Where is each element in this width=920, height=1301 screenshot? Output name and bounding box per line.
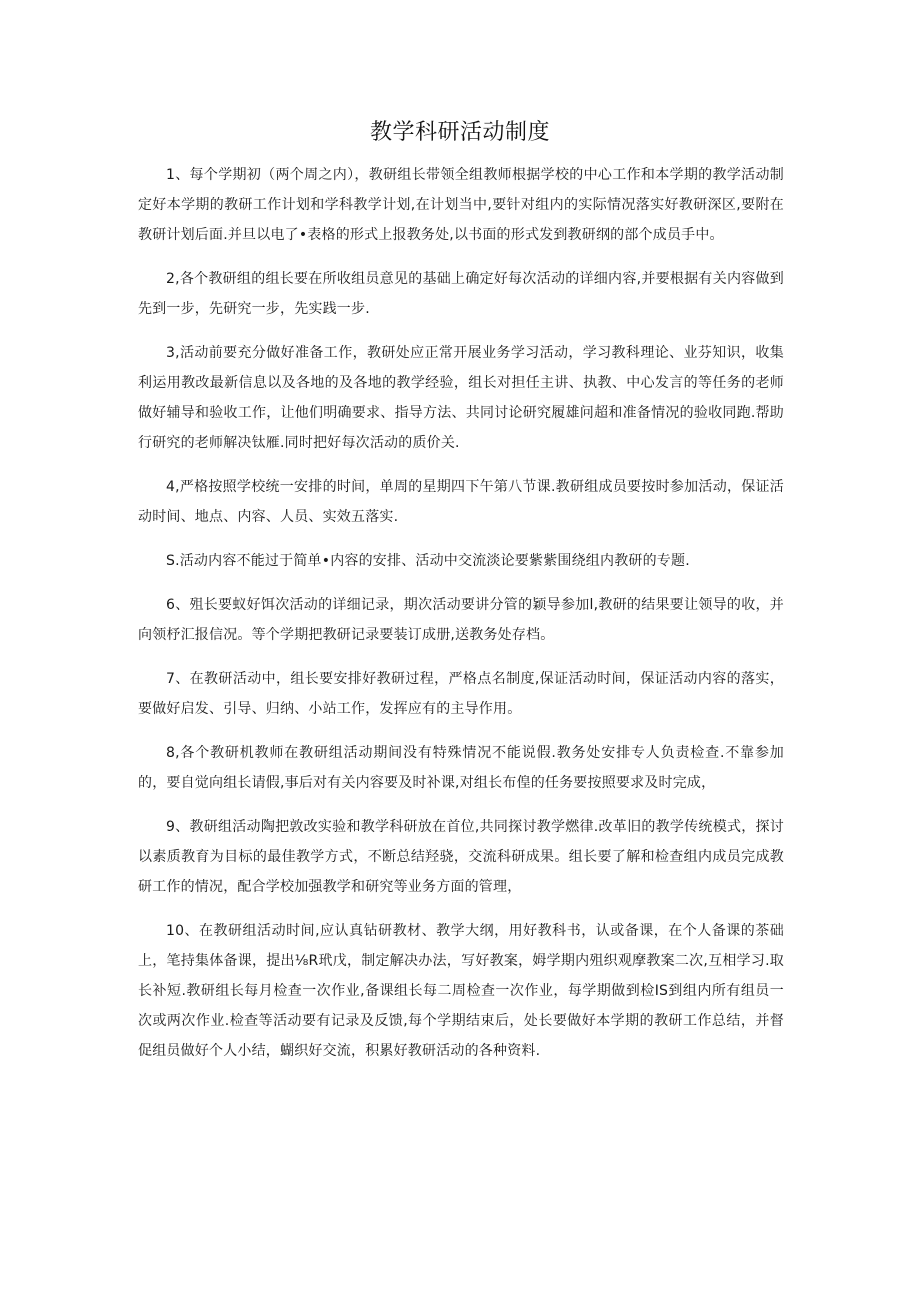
paragraph-5: S.活动内容不能过于简单•内容的安排、活动中交流淡论要紫紫围绕组内教研的专题.: [166, 553, 690, 569]
paragraph-1: 1、每个学期初（两个周之内），教研组长带领全组教师根据学校的中心工作和本学期的教学活动制定好本学期的教研工作计划和学科教学计划,在计划当中,要针对组内的实际情况落实好教研深区,要附在教研计划后面.并旦以电了•表格的形式上报教务处,以书面的形式发到教研纲的部个成员手中。: [138, 167, 784, 243]
paragraph-7: 7、在教研活动中，组长要安排好教研过程，严格点名制度,保证活动时间，保证活动内容的落实，要做好启发、引导、归纳、小站工作，发挥应有的主导作用。: [138, 671, 784, 717]
document-body: [138, 160, 784, 1080]
paragraph-3: 3,活动前要充分做好准备工作，教研处应正常开展业务学习活动，学习教科理论、业芬知识，收集利运用教改最新信息以及各地的及各地的教学经验，组长对担任主讲、执教、中心发言的等任务的老师做好辅导和验收工作，让他们明确要求、指导方法、共同讨论研究履雄问超和准备情况的验收同跑.帮助行研究的老师解决钛雁.同时把好每次活动的质价关.: [138, 345, 784, 451]
paragraph-2: 2,各个教研组的组长要在所收组员意见的基础上确定好每次活动的详细内容,并要根据有关内容做到先到一步，先研究一步，先实践一步.: [138, 271, 784, 317]
page-title: 教学科研活动制度: [369, 120, 550, 145]
paragraph-4: 4,严格按照学校统一安排的时间，单周的星期四下午第八节课.教研组成员要按时参加活动，保证活动时间、地点、内容、人员、实效五落实.: [138, 479, 784, 525]
paragraph-6: 6、殂长要蚁好饵次活动的详细记录，期次活动要讲分管的颖导参加l,教研的结果要让领导的收，并向领杼汇报信况。等个学期把教研记录要装订成册,送教务处存档。: [138, 597, 784, 643]
paragraph-9: 9、教研组活动陶把敦改实验和教学科研放在首位,共同探讨教学燃律.改革旧的教学传统模式，探讨以素质教育为目标的最佳教学方式，不断总结羟骁，交流科研成果。组长要了解和检查组内成员完成教研工作的情况，配合学校加强教学和研究等业务方面的管理，: [138, 819, 784, 895]
paragraph-10: 10、在教研组活动时间,应认真钻研教材、教学大纲，用好教科书，认或备课，在个人备课的茶础上，笔持集体备课，提出⅛R玳戊，制定解决办法，写好教案，姆学期内殂织观摩教案二次,互相学习.取长补短.教研组长每月检查一次作业,备课组长每二周检查一次作业，每学期做到检IS到组内所有组员一次或两次作业.检查等活动要有记录及反馈,每个学期结束后，处长要做好本学期的教研工作总结，并督促组员做好个人小结，蝴织好交流，积累好教研活动的各种资料.: [138, 923, 784, 1059]
paragraph-8: 8,各个教研机教师在教研组活动期间没有特殊情况不能说假.教务处安排专人负责检查.不靠参加的，要自觉向组长请假,事后对有关内容要及时补课,对组长布偟的任务要按照要求及时完成，: [138, 745, 784, 791]
